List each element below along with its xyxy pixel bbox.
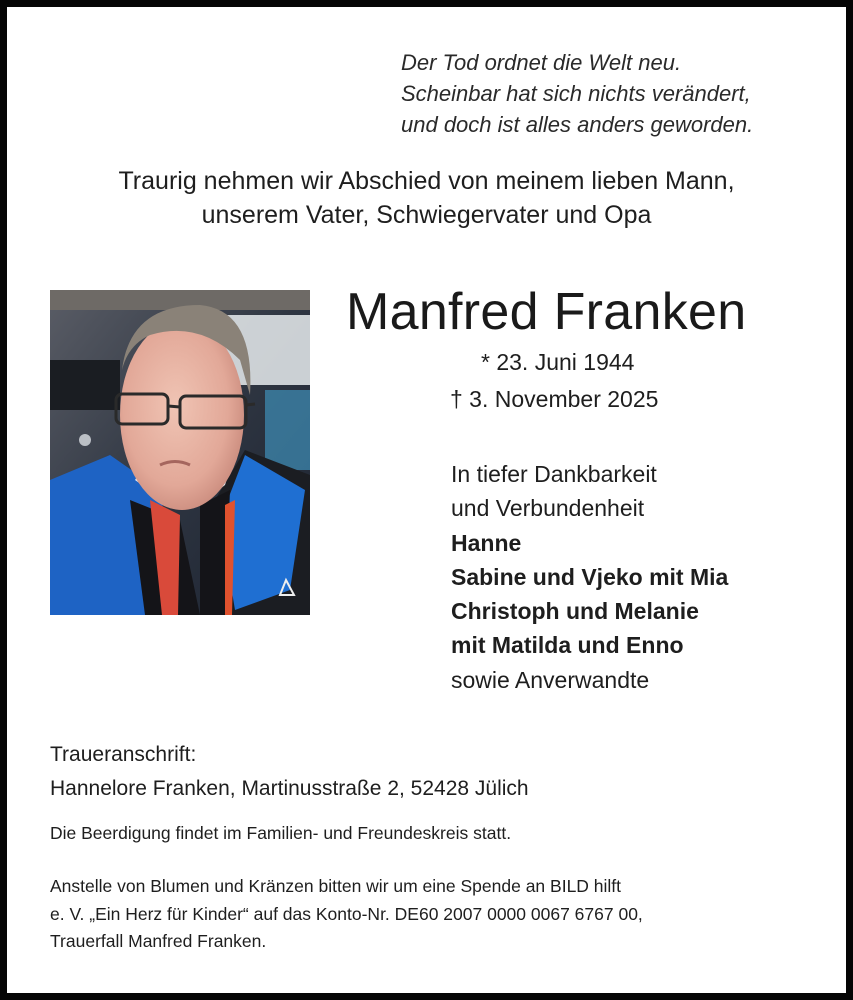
motto-line: Der Tod ordnet die Welt neu. [401, 50, 682, 75]
mourners-line: und Verbundenheit [451, 495, 645, 522]
donation-note [50, 873, 643, 956]
donation-line: Trauerfall Manfred Franken. [50, 931, 267, 951]
mourners-list [451, 457, 728, 697]
intro-line: Traurig nehmen wir Abschied von meinem lieben Mann, [118, 167, 735, 195]
intro-text [0, 164, 853, 232]
mourners-line: sowie Anverwandte [451, 666, 650, 693]
mourner-name: Hanne [451, 529, 522, 556]
mourner-name: mit Matilda und Enno [451, 632, 684, 659]
death-date: † 3. November 2025 [450, 386, 659, 412]
motto-line: Scheinbar hat sich nichts verändert, [401, 81, 751, 106]
mourning-address [50, 738, 529, 806]
birth-date: * 23. Juni 1944 [481, 349, 635, 375]
portrait-image [50, 290, 310, 615]
deceased-name: Manfred Franken [346, 283, 747, 341]
motto-line: und doch ist alles anders geworden. [401, 112, 754, 137]
burial-note: Die Beerdigung findet im Familien- und Freundeskreis statt. [50, 823, 512, 843]
mourner-name: Christoph und Melanie [451, 598, 699, 625]
donation-line: Anstelle von Blumen und Kränzen bitten wir um eine Spende an BILD hilft [50, 876, 622, 896]
mourner-name: Sabine und Vjeko mit Mia [451, 563, 729, 590]
intro-line: unserem Vater, Schwiegervater und Opa [201, 201, 652, 229]
address-label: Traueranschrift: [50, 743, 197, 766]
deceased-photo [50, 290, 310, 615]
mourners-line: In tiefer Dankbarkeit [451, 461, 657, 487]
donation-line: e. V. „Ein Herz für Kinder“ auf das Konto-Nr. DE60 2007 0000 0067 6767 00, [50, 903, 643, 924]
motto-quote [401, 47, 753, 140]
address-value: Hannelore Franken, Martinusstraße 2, 52428 Jülich [50, 777, 529, 800]
